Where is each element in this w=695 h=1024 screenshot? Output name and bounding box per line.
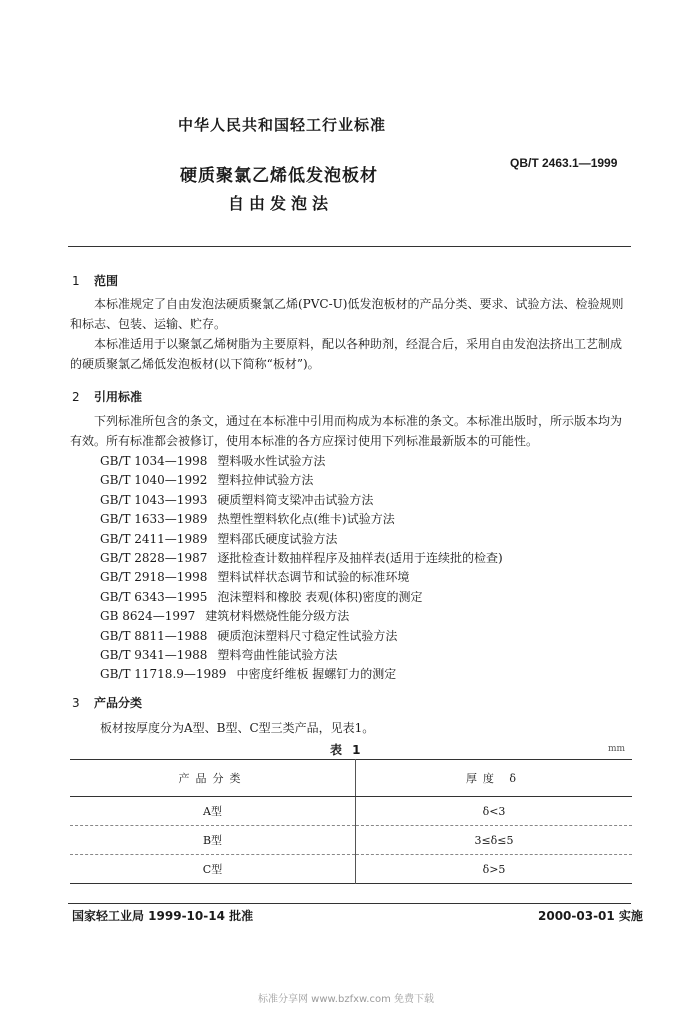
reference-list xyxy=(100,452,503,685)
list-item xyxy=(100,568,503,587)
reference-code: GB/T 2918—1998 xyxy=(100,570,208,585)
reference-title: 塑料邵氏硬度试验方法 xyxy=(217,531,338,546)
cell-type: B型 xyxy=(70,826,356,855)
list-item xyxy=(100,665,503,684)
cell-thickness: δ>5 xyxy=(482,862,506,876)
document-subtitle: 自由发泡法 xyxy=(228,194,334,213)
list-item xyxy=(100,646,503,665)
classification-intro: 板材按厚度分为A型、B型、C型三类产品，见表1。 xyxy=(100,721,375,735)
reference-code: GB/T 2411—1989 xyxy=(100,531,208,546)
table-row xyxy=(70,826,632,855)
section-title: 引用标准 xyxy=(94,390,143,404)
column-header-type: 产品分类 xyxy=(70,760,356,797)
reference-code: GB/T 11718.9—1989 xyxy=(100,667,227,682)
reference-code: GB 8624—1997 xyxy=(100,609,196,624)
list-item xyxy=(100,607,503,626)
column-header-thickness: 厚度 δ xyxy=(356,760,633,797)
list-item xyxy=(100,549,503,568)
cell-thickness: 3≤δ≤5 xyxy=(356,826,633,855)
reference-title: 泡沫塑料和橡胶 表观(体积)密度的测定 xyxy=(217,589,423,604)
paragraph: 本标准规定了自由发泡法硬质聚氯乙烯(PVC-U)低发泡板材的产品分类、要求、试验方法、检验规则和标志、包装、运输、贮存。 xyxy=(70,297,624,331)
footer-divider xyxy=(68,903,631,904)
table-header-row xyxy=(70,760,632,797)
document-title: 硬质聚氯乙烯低发泡板材 xyxy=(180,166,378,186)
section-number: 1 xyxy=(72,274,80,288)
reference-title: 硬质塑料简支梁冲击试验方法 xyxy=(217,492,374,507)
list-item xyxy=(100,627,503,646)
reference-code: GB/T 1040—1992 xyxy=(100,473,208,488)
reference-title: 塑料弯曲性能试验方法 xyxy=(217,648,338,663)
reference-title: 中密度纤维板 握螺钉力的测定 xyxy=(236,667,397,682)
table-title: 表 1 xyxy=(330,743,364,757)
section-heading-scope xyxy=(72,272,118,289)
thickness-table xyxy=(70,759,632,884)
section-number: 3 xyxy=(72,696,80,710)
reference-title: 塑料试样状态调节和试验的标准环境 xyxy=(217,570,410,585)
reference-title: 塑料拉伸试验方法 xyxy=(217,473,314,488)
section-title: 范围 xyxy=(94,274,119,288)
table-row xyxy=(70,797,632,826)
paragraph: 本标准适用于以聚氯乙烯树脂为主要原料，配以各种助剂，经混合后，采用自由发泡法挤出工艺制成的硬质聚氯乙烯低发泡板材(以下简称“板材”)。 xyxy=(70,337,623,371)
list-item xyxy=(100,510,503,529)
section-number: 2 xyxy=(72,390,80,404)
section-title: 产品分类 xyxy=(94,696,143,710)
cell-thickness: δ<3 xyxy=(356,797,633,826)
list-item xyxy=(100,452,503,471)
reference-code: GB/T 6343—1995 xyxy=(100,589,208,604)
reference-title: 硬质泡沫塑料尺寸稳定性试验方法 xyxy=(217,628,398,643)
header-divider xyxy=(68,246,631,247)
paragraph: 下列标准所包含的条文，通过在本标准中引用而构成为本标准的条文。本标准出版时，所示版本均为有效。所有标准都会被修订，使用本标准的各方应探讨使用下列标准最新版本的可能性。 xyxy=(70,414,623,448)
reference-code: GB/T 1633—1989 xyxy=(100,512,208,527)
section-heading-classification xyxy=(72,694,142,711)
scope-text xyxy=(70,294,630,374)
section-heading-references xyxy=(72,388,142,405)
reference-code: GB/T 1034—1998 xyxy=(100,454,208,468)
references-intro xyxy=(70,411,630,451)
reference-code: GB/T 1043—1993 xyxy=(100,492,208,507)
reference-title: 建筑材料燃烧性能分级方法 xyxy=(205,609,350,624)
issuing-agency: 中华人民共和国轻工行业标准 xyxy=(178,116,387,134)
list-item xyxy=(100,530,503,549)
approval-date: 国家轻工业局 1999-10-14 批准 xyxy=(72,909,254,923)
reference-title: 逐批检查计数抽样程序及抽样表(适用于连续批的检查) xyxy=(217,551,503,566)
cell-type: C型 xyxy=(70,855,356,884)
reference-code: GB/T 2828—1987 xyxy=(100,551,208,566)
reference-title: 热塑性塑料软化点(维卡)试验方法 xyxy=(217,512,395,527)
standard-code: QB/T 2463.1—1999 xyxy=(510,156,618,170)
list-item xyxy=(100,491,503,510)
table-unit: mm xyxy=(608,744,626,754)
list-item xyxy=(100,588,503,607)
implementation-date: 2000-03-01 实施 xyxy=(538,909,643,923)
reference-title: 塑料吸水性试验方法 xyxy=(217,454,326,468)
reference-code: GB/T 8811—1988 xyxy=(100,628,208,643)
list-item xyxy=(100,471,503,490)
table-row xyxy=(70,855,632,884)
watermark: 标准分享网 www.bzfxw.com 免费下载 xyxy=(258,994,434,1005)
reference-code: GB/T 9341—1988 xyxy=(100,648,208,663)
cell-type: A型 xyxy=(70,797,356,826)
